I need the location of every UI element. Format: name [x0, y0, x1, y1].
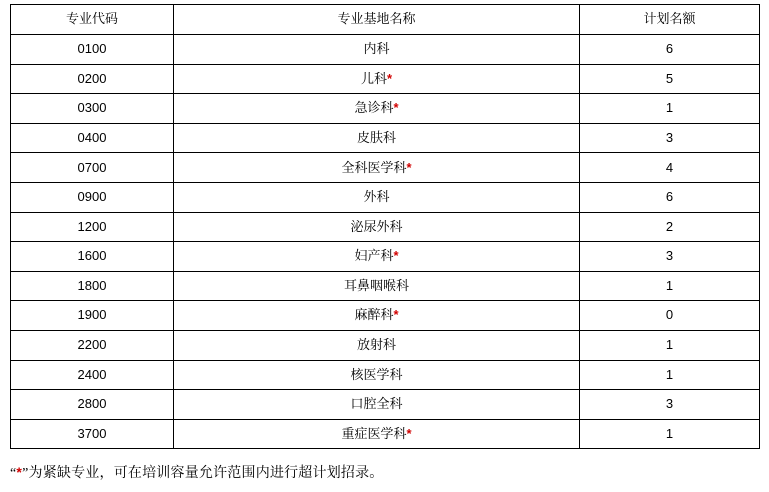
cell-specialty-code: 2800: [11, 390, 174, 420]
cell-quota: 1: [580, 360, 760, 390]
cell-specialty-name: [174, 301, 580, 331]
cell-quota: 1: [580, 419, 760, 449]
cell-quota: 2: [580, 212, 760, 242]
table-row: [11, 271, 760, 301]
asterisk-icon: *: [16, 464, 23, 481]
specialty-name-text: 重症医学科: [341, 425, 407, 441]
table-row: [11, 153, 760, 183]
cell-specialty-code: 0300: [11, 94, 174, 124]
cell-specialty-name: [174, 419, 580, 449]
specialty-name-text: 口腔全科: [350, 396, 403, 412]
footnote-suffix: ”为紧缺专业，可在培训容量允许范围内进行超计划招录。: [22, 466, 384, 482]
cell-specialty-code: 0200: [11, 64, 174, 94]
table-body: [11, 35, 760, 449]
cell-quota: 6: [580, 182, 760, 212]
cell-quota: 3: [580, 390, 760, 420]
specialty-name-text: 放射科: [356, 337, 396, 353]
cell-specialty-code: 0100: [11, 35, 174, 65]
table-row: [11, 419, 760, 449]
cell-specialty-name: [174, 94, 580, 124]
cell-specialty-name: [174, 330, 580, 360]
cell-specialty-code: 1600: [11, 242, 174, 272]
specialty-name-text: 妇产科: [354, 248, 394, 264]
asterisk-icon: *: [393, 248, 399, 264]
cell-quota: 3: [580, 123, 760, 153]
table-header: [11, 5, 760, 35]
table-row: [11, 35, 760, 65]
table-row: [11, 330, 760, 360]
cell-specialty-name: [174, 123, 580, 153]
cell-specialty-name: [174, 212, 580, 242]
header-cell-quota: 计划名额: [580, 5, 760, 35]
specialty-name-text: 耳鼻咽喉科: [343, 277, 409, 293]
specialty-name-text: 急诊科: [354, 100, 394, 116]
asterisk-icon: *: [406, 159, 412, 175]
cell-specialty-code: 0400: [11, 123, 174, 153]
cell-specialty-code: 0900: [11, 182, 174, 212]
cell-quota: 6: [580, 35, 760, 65]
cell-specialty-name: [174, 360, 580, 390]
specialty-name-text: 皮肤科: [356, 129, 396, 145]
specialty-name-text: 泌尿外科: [350, 218, 403, 234]
cell-specialty-name: [174, 64, 580, 94]
cell-specialty-name: [174, 242, 580, 272]
specialty-name-text: 麻醉科: [354, 307, 394, 323]
cell-specialty-code: 3700: [11, 419, 174, 449]
asterisk-icon: *: [386, 70, 393, 86]
cell-specialty-name: [174, 35, 580, 65]
footnote: [10, 463, 759, 484]
table-row: [11, 390, 760, 420]
asterisk-icon: *: [406, 425, 412, 441]
cell-specialty-code: 2200: [11, 330, 174, 360]
table-row: [11, 182, 760, 212]
cell-specialty-name: [174, 390, 580, 420]
footnote-prefix: “: [10, 466, 17, 482]
specialty-name-text: 核医学科: [350, 366, 403, 382]
specialty-name-text: 全科医学科: [341, 159, 407, 175]
header-cell-name: 专业基地名称: [174, 5, 580, 35]
table-row: [11, 301, 760, 331]
cell-quota: 3: [580, 242, 760, 272]
cell-specialty-code: 1200: [11, 212, 174, 242]
specialty-quota-table: [10, 4, 760, 449]
table-row: [11, 64, 760, 94]
table-row: [11, 360, 760, 390]
specialty-name-text: 内科: [363, 41, 390, 57]
asterisk-icon: *: [393, 307, 399, 323]
table-header-row: [11, 5, 760, 35]
cell-specialty-name: [174, 153, 580, 183]
cell-specialty-code: 1800: [11, 271, 174, 301]
table-row: [11, 94, 760, 124]
specialty-name-text: 儿科: [360, 70, 387, 86]
cell-quota: 1: [580, 94, 760, 124]
asterisk-icon: *: [393, 100, 399, 116]
table-row: [11, 123, 760, 153]
header-cell-code: 专业代码: [11, 5, 174, 35]
cell-quota: 0: [580, 301, 760, 331]
specialty-name-text: 外科: [363, 189, 390, 205]
cell-quota: 1: [580, 330, 760, 360]
cell-specialty-code: 0700: [11, 153, 174, 183]
cell-specialty-name: [174, 271, 580, 301]
cell-specialty-name: [174, 182, 580, 212]
cell-quota: 1: [580, 271, 760, 301]
cell-quota: 5: [580, 64, 760, 94]
table-row: [11, 212, 760, 242]
cell-quota: 4: [580, 153, 760, 183]
cell-specialty-code: 2400: [11, 360, 174, 390]
table-row: [11, 242, 760, 272]
cell-specialty-code: 1900: [11, 301, 174, 331]
